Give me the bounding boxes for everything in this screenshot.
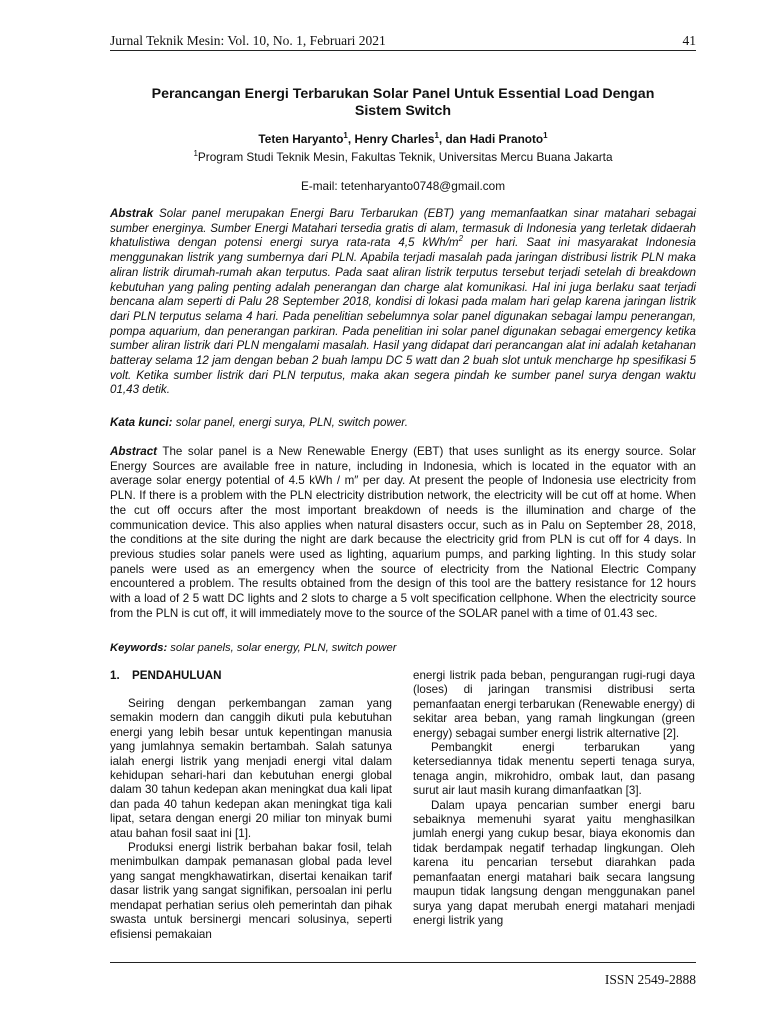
- author-2: Henry Charles: [354, 132, 435, 146]
- affiliation: [110, 150, 696, 164]
- paragraph: Pembangkit energi terbarukan yang ketersediannya tidak menentu seperti tenaga surya, tenaga angin, mikrohidro, ombak laut, dan pasang surut air laut masih kurang dimanfaatkan [3].: [413, 741, 695, 798]
- paragraph: energi listrik pada beban, pengurangan rugi-rugi daya (loses) di jaringan transmisi distribusi serta pemanfaatan energi terbarukan (Renewable energy) di sekitar area beban, yang ramah lingkungan (green energy) sebagai sumber energi listrik alternative [2].: [413, 669, 695, 740]
- kata-kunci: [110, 416, 696, 430]
- section-title: PENDAHULUAN: [132, 669, 222, 682]
- abstrak-superscript: 2: [458, 234, 464, 244]
- abstract-english: [110, 445, 696, 621]
- abstract-text: The solar panel is a New Renewable Energy (EBT) that uses sunlight as its energy source. Solar Energy Sources are available free in nature, including in Indonesia, which is located in the equator with an average solar energy potential of 4.5 kWh / m″ per day. At present the people of Indonesia use electricity from PLN. If there is a problem with the PLN electricity distribution network, the electricity will be cut off at home. When the cut off occurs after the most important breakdown of needs is the illumination and charge of the communication device. This also applies when natural disasters occur, such as in Palu on September 28, 2018, the conditions at the site during the night are dark because the electricity grid from PLN is cut off for 4 days. In previous studies solar panels were used as lighting, aquarium pumps, and parking lighting. In this study solar panels were used as an emergency when the source of electricity from the National Electric Company encountered a problem. The results obtained from the design of this tool are the battery resistance for 12 hours with a load of 2 5 watt DC lights and 2 slots to charge a 5 volt specification cellphone. When the electricity source from the PLN is cut off, it will immediately move to the source of the SOLAR panel with a time of 01.43 sec.: [110, 445, 696, 620]
- author-1: Teten Haryanto: [258, 132, 344, 146]
- abstrak-text-b: per hari. Saat ini masyarakat Indonesia menggunakan listrik yang sumbernya dari PLN. Apabila terjadi masalah pada jaringan distribusi listrik PLN maka aliran listrik dirumah-rumah akan terputus. Pada saat aliran listrik terputus tersebut terjadi setelah di breakdown kebutuhan yang paling penting adalah penerangan dan charge alat komunikasi. Hal ini juga berlaku saat terjadi bencana alam seperti di Palu 28 September 2018, kondisi di lokasi pada malam hari gelap karena jaringan listrik dari PLN terputus selama 4 hari. Pada penelitian sebelumnya solar panel digunakan sebagai lampu penerangan, pompa aquarium, dan penerangan parkiran. Pada penelitian ini solar panel digunakan sebagai emergency ketika sumber aliran listrik dari PLN mengalami masalah. Hasil yang didapat dari perancangan alat ini adalah ketahanan batteray selama 12 jam dengan beban 2 buah lampu DC 5 watt dan 2 buah slot untuk mencharge hp spesifikasi 5 volt. Ketika sumber listrik dari PLN terputus, maka akan segera pindah ke sumber panel surya dengan waktu 01,43 detik.: [110, 236, 696, 397]
- paper-title-line1: Perancangan Energi Terbarukan Solar Panel Untuk Essential Load Dengan: [151, 86, 655, 102]
- abstrak-indonesian: [110, 207, 696, 398]
- section-heading: [110, 669, 392, 683]
- contact-email: E-mail: tetenharyanto0748@gmail.com: [300, 179, 506, 193]
- abstrak-text-a: Solar panel merupakan Energi Baru Terbarukan (EBT) yang memanfaatkan sinar matahari sebagai sumber energinya. Sumber Energi Matahari tersedia gratis di alam, termasuk di Indonesia yang terletak didaerah khatulistiwa dengan potensi energi surya rata-rata 4,5 kWh/m: [110, 207, 696, 250]
- abstract-label: Abstract: [110, 445, 158, 458]
- body-column-left: [110, 669, 392, 942]
- author-3-affil-marker: 1: [543, 131, 548, 141]
- keywords: [110, 641, 696, 655]
- kata-kunci-text: solar panel, energi surya, PLN, switch power.: [172, 416, 408, 429]
- kata-kunci-label: Kata kunci:: [110, 416, 173, 429]
- affiliation-marker: 1: [193, 149, 198, 159]
- author-1-affil-marker: 1: [343, 131, 348, 141]
- issn: ISSN 2549-2888: [604, 972, 696, 987]
- footer-divider: [110, 962, 696, 963]
- author-list: Teten Haryanto$^1$, Henry Charles$^1$, dan Hadi Pranoto$^1$: [258, 131, 548, 146]
- paragraph: Seiring dengan perkembangan zaman yang semakin modern dan canggih dikuti pula kebutuhan energi yang lebih besar untuk kepentingan manusia yang jumlahnya semakin bertambah. Salah satunya ialah energi listrik yang menjadi energi vital dalam kehidupan sehari-hari dan kebutuhan energi global dalam 30 tahun kedepan akan meningkat dua kali lipat dan pada 40 tahun kedepan akan meningkat tiga kali lipat, setara dengan energi 20 miliar ton minyak bumi atau bahan fosil saat ini [1].: [110, 697, 392, 840]
- keywords-text: solar panels, solar energy, PLN, switch power: [167, 642, 397, 654]
- keywords-label: Keywords:: [110, 642, 168, 654]
- author-2-affil-marker: 1: [434, 131, 439, 141]
- affiliation-text: Program Studi Teknik Mesin, Fakultas Teknik, Universitas Mercu Buana Jakarta: [197, 150, 613, 164]
- abstrak-label: Abstrak: [110, 207, 154, 220]
- paragraph: Dalam upaya pencarian sumber energi baru sebaiknya memenuhi syarat yaitu menghasilkan jumlah energi yang cukup besar, biaya ekonomis dan tidak berdampak negatif terhadap lingkungan. Oleh karena itu pencarian tersebut diarahkan pada pemanfaatan energi matahari baik secara langsung maupun tidak langsung dengan menggunakan panel surya yang dapat merubah energi matahari menjadi energi listrik yang: [413, 798, 695, 927]
- author-3: dan Hadi Pranoto: [445, 132, 544, 146]
- page-number: 41: [682, 33, 696, 48]
- section-number: 1.: [110, 669, 120, 682]
- paper-title-line2: Sistem Switch: [354, 103, 452, 119]
- journal-citation: Jurnal Teknik Mesin: Vol. 10, No. 1, Februari 2021: [110, 33, 386, 48]
- paragraph: Produksi energi listrik berbahan bakar fosil, telah menimbulkan dampak pemanasan global pada level yang sangat mengkhawatirkan, disertai kenaikan tarif dasar listrik yang sangat signifikan, persoalan ini perlu mendapat perhatian serius oleh pemerintah dan pihak swasta untuk bersinergi mencari solusinya, seperti efisiensi pemakaian: [110, 841, 392, 941]
- body-column-right: [413, 669, 695, 928]
- running-header: [110, 34, 696, 51]
- paper-title: [110, 86, 696, 120]
